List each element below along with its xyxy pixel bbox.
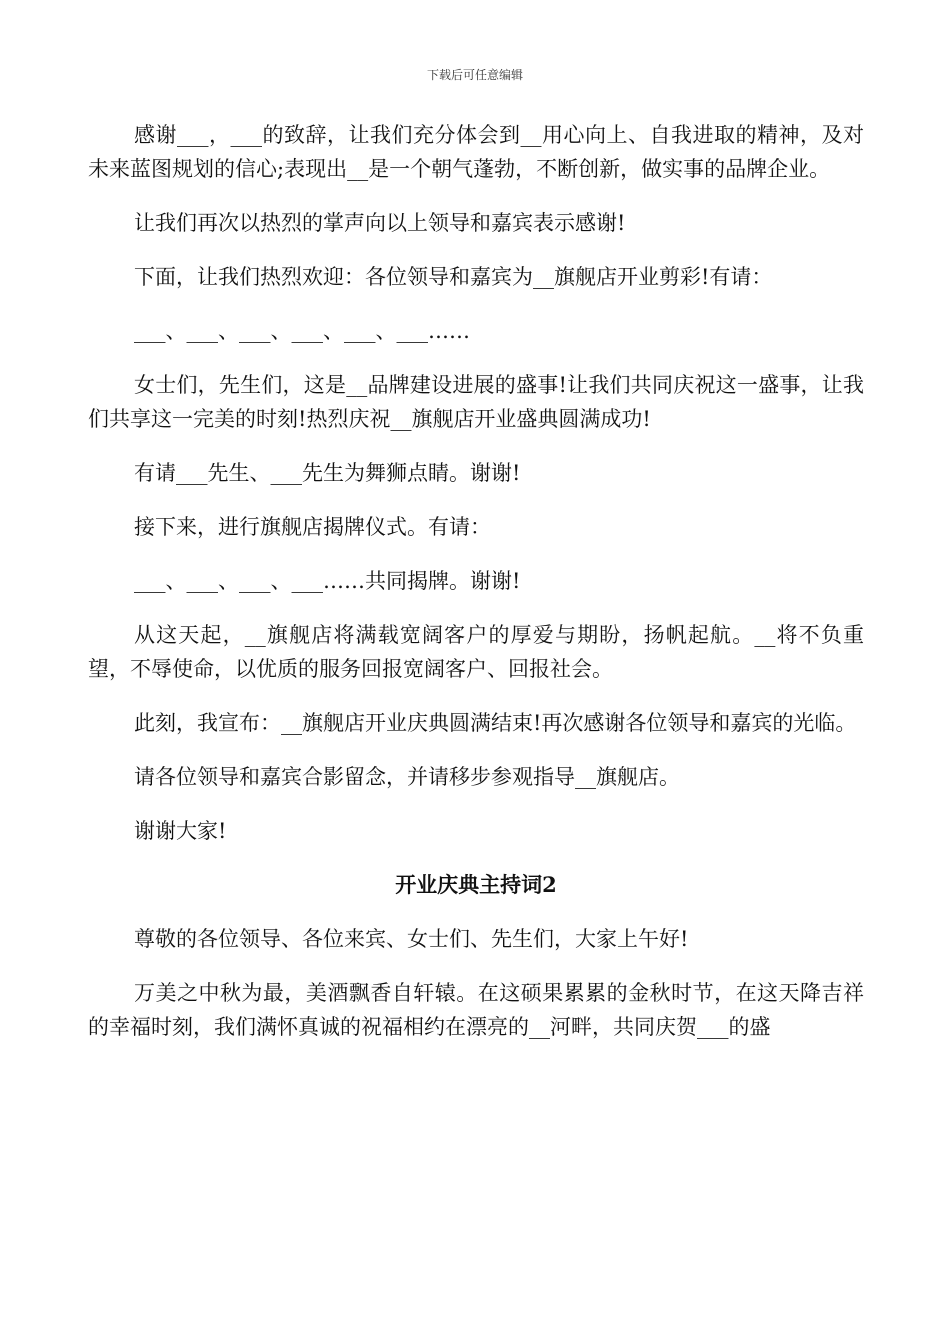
paragraph: 请各位领导和嘉宾合影留念，并请移步参观指导__旗舰店。 xyxy=(134,765,680,789)
document-body xyxy=(88,118,864,1044)
paragraph: 从这天起，__旗舰店将满载宽阔客户的厚爱与期盼，扬帆起航。__将不负重望，不辱使命，以优质的服务回报宽阔客户、回报社会。 xyxy=(88,623,864,681)
paragraph: 让我们再次以热烈的掌声向以上领导和嘉宾表示感谢! xyxy=(134,211,626,235)
paragraph: 有请___先生、___先生为舞狮点睛。谢谢! xyxy=(134,461,521,485)
paragraph: 谢谢大家! xyxy=(134,819,227,843)
paragraph: 此刻，我宣布：__旗舰店开业庆典圆满结束!再次感谢各位领导和嘉宾的光临。 xyxy=(134,711,857,735)
paragraph: 接下来，进行旗舰店揭牌仪式。有请： xyxy=(134,515,491,539)
paragraph: 女士们，先生们，这是__品牌建设进展的盛事!让我们共同庆祝这一盛事，让我们共享这一完美的时刻!热烈庆祝__旗舰店开业盛典圆满成功! xyxy=(88,373,864,431)
section-title: 开业庆典主持词2 xyxy=(395,872,557,897)
paragraph: 万美之中秋为最，美酒飘香自轩辕。在这硕果累累的金秋时节，在这天降吉祥的幸福时刻，我们满怀真诚的祝福相约在漂亮的__河畔，共同庆贺___的盛 xyxy=(88,981,864,1039)
paragraph: ___、___、___、___……共同揭牌。谢谢! xyxy=(134,569,521,593)
paragraph: ___、___、___、___、___、___…… xyxy=(134,319,470,343)
page-header: 下载后可任意编辑 xyxy=(426,68,523,82)
paragraph: 尊敬的各位领导、各位来宾、女士们、先生们，大家上午好! xyxy=(134,927,689,951)
paragraph: 下面，让我们热烈欢迎：各位领导和嘉宾为__旗舰店开业剪彩!有请： xyxy=(134,265,773,289)
paragraph: 感谢___，___的致辞，让我们充分体会到__用心向上、自我进取的精神，及对未来蓝图规划的信心;表现出__是一个朝气蓬勃，不断创新，做实事的品牌企业。 xyxy=(88,123,864,181)
